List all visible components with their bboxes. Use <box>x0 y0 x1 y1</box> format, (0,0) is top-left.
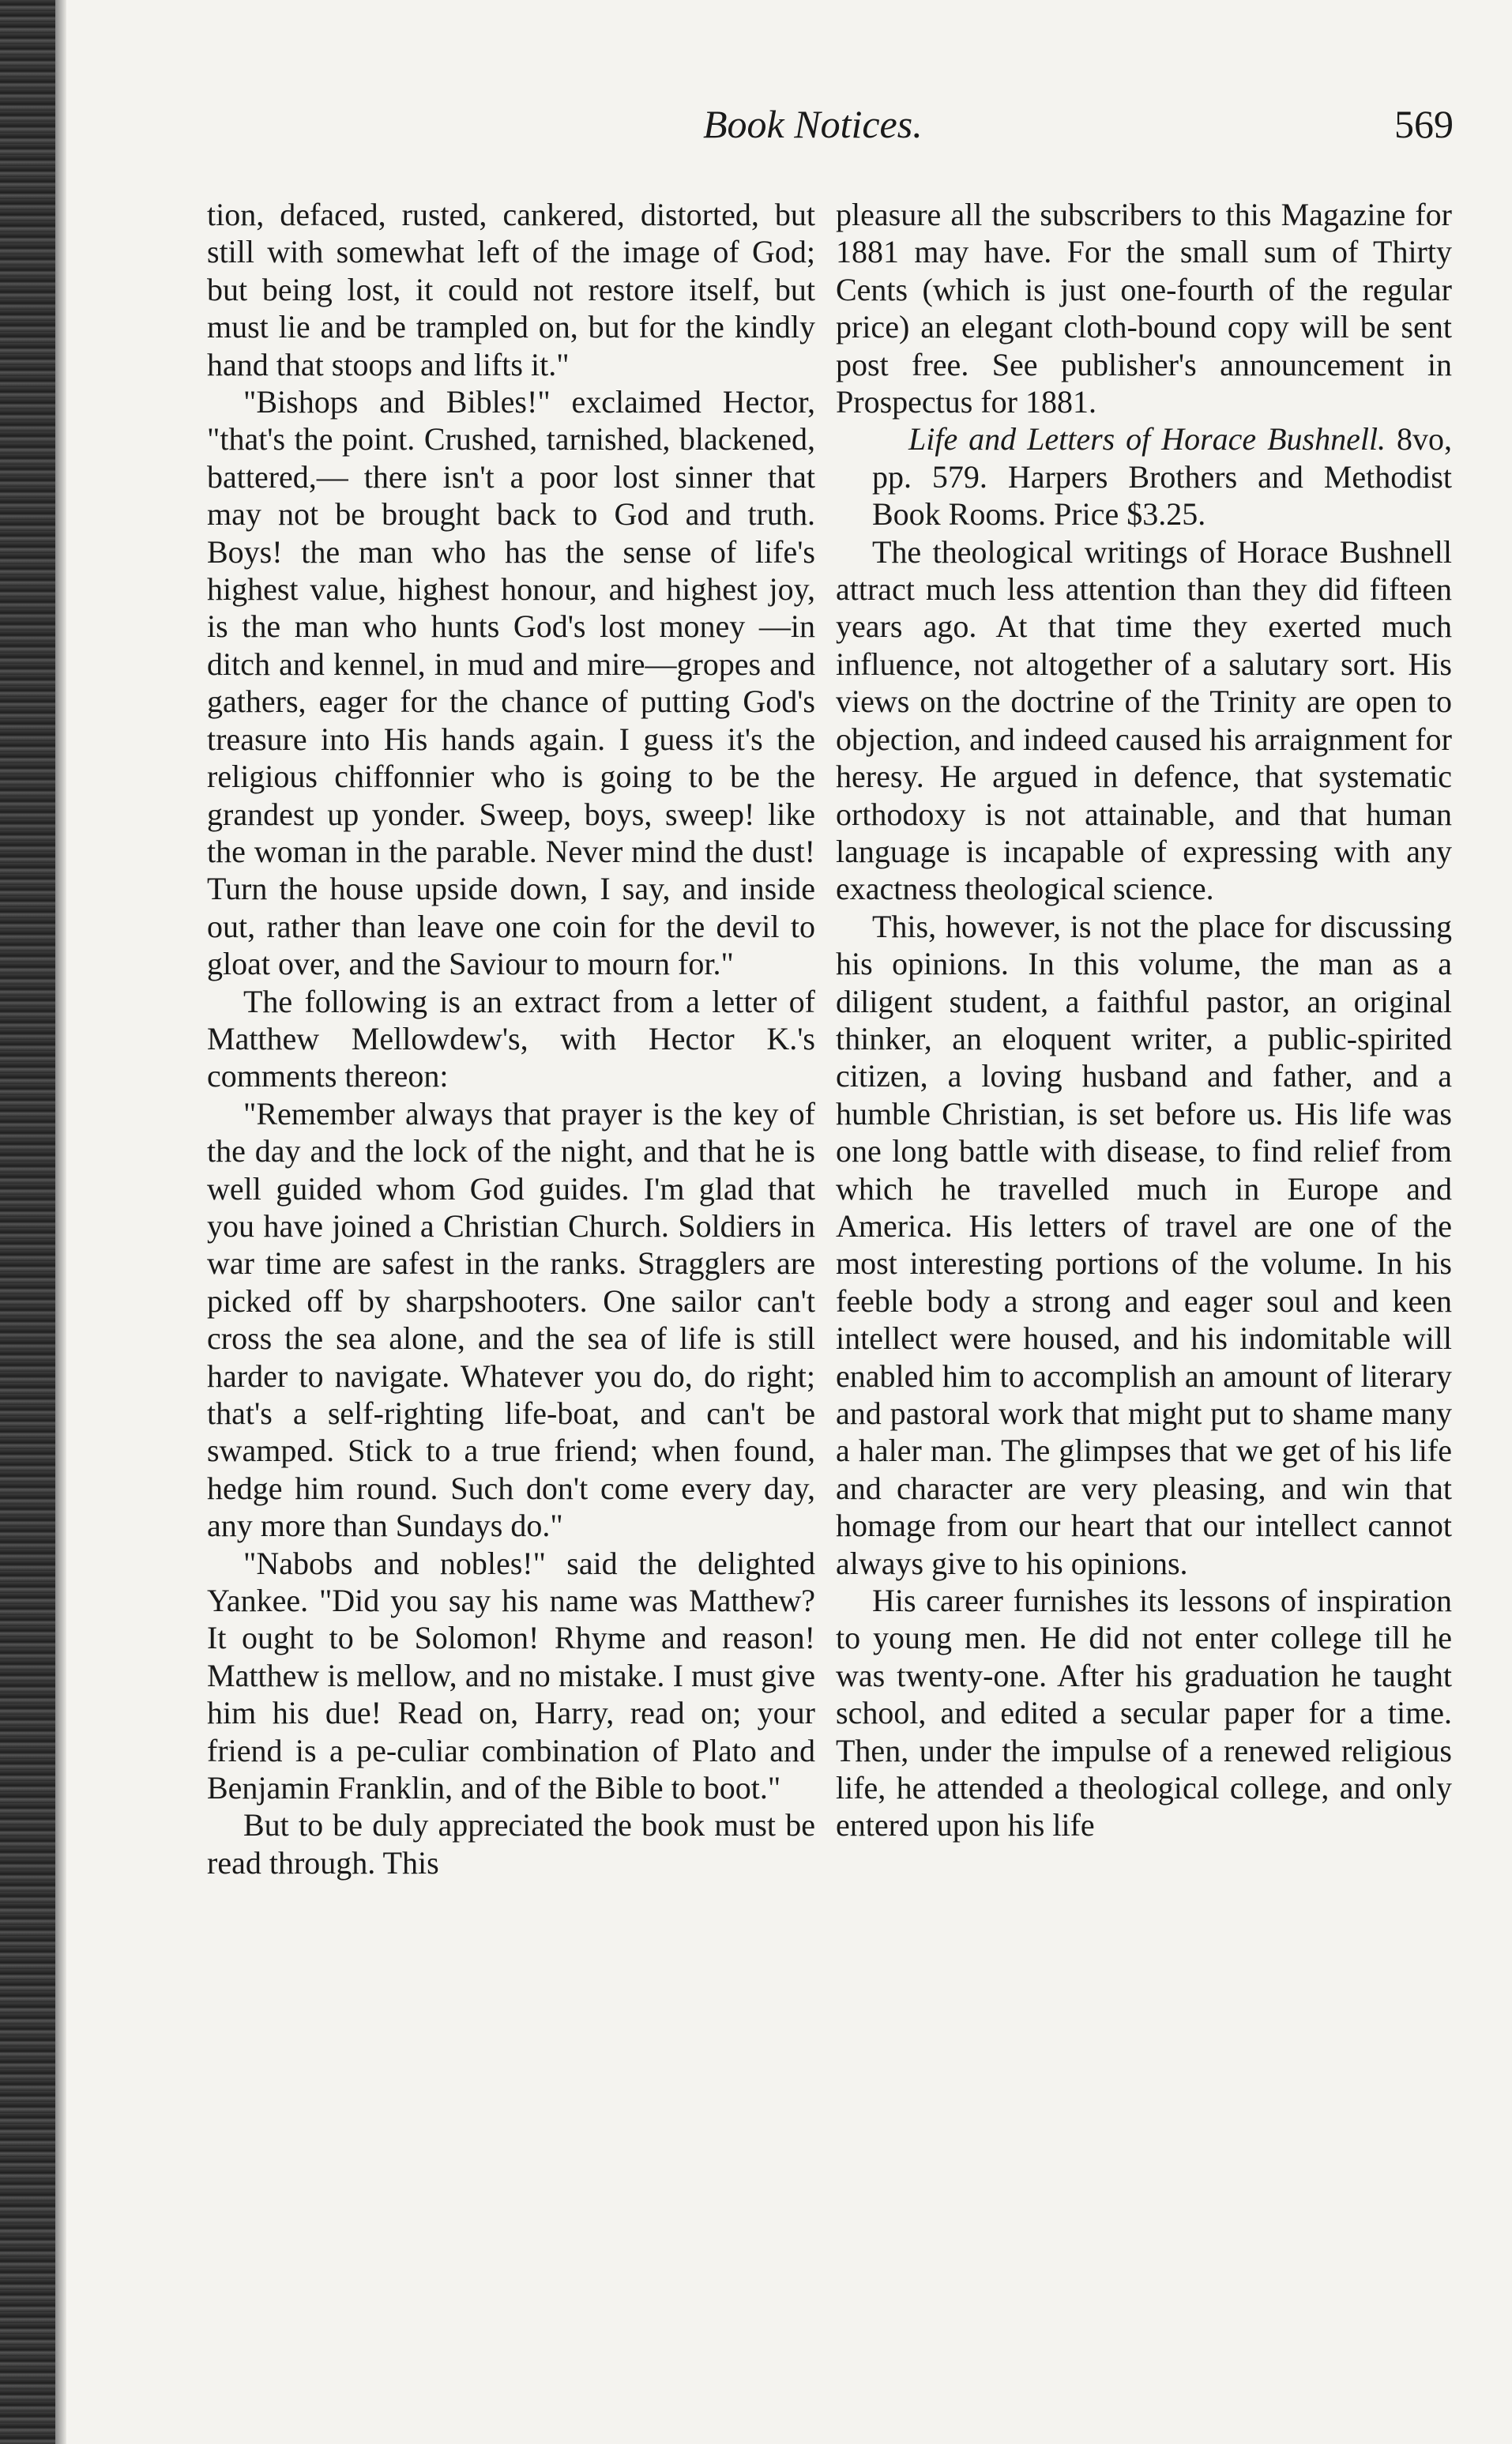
book-notice-entry <box>836 420 1452 533</box>
paragraph: tion, defaced, rusted, cankered, distorted, but still with somewhat left of the image of God; but being lost, it could not restore itself, but must lie and be trampled on, but for the kindly hand that stoops and lifts it." <box>207 197 815 382</box>
paragraph: The theological writings of Horace Bushnell attract much less attention than they did fifteen years ago. At that time they exerted much influence, not altogether of a salutary sort. His views on the doctrine of the Trinity are open to objection, and indeed caused his arraignment for heresy. He argued in defence, that systematic orthodoxy is not attainable, and that human language is incapable of expressing with any exactness theological science. <box>836 533 1452 907</box>
page-header <box>190 101 1454 164</box>
paragraph: pleasure all the subscribers to this Magazine for 1881 may have. For the small sum of Thirty Cents (which is just one-fourth of the regular price) an elegant cloth-bound copy will be sent post free. See publisher's announcement in Prospectus for 1881. <box>836 197 1452 420</box>
left-column <box>207 196 815 1881</box>
right-column <box>836 196 1452 1844</box>
paragraph: "Bishops and Bibles!" exclaimed Hector, "that's the point. Crushed, tarnished, blackened, battered,— there isn't a poor lost sinner that may not be brought back to God and truth. Boys! the man who has the sense of life's highest value, highest honour, and highest joy, is the man who hunts God's lost money —in ditch and kennel, in mud and mire—gropes and gathers, eager for the chance of putting God's treasure into His hands again. I guess it's the religious chiffonnier who is going to be the grandest up yonder. Sweep, boys, sweep! like the woman in the parable. Never mind the dust! Turn the house upside down, I say, and inside out, rather than leave one coin for the devil to gloat over, and the Saviour to mourn for." <box>207 384 815 982</box>
paragraph: "Remember always that prayer is the key of the day and the lock of the night, and that he is well guided whom God guides. I'm glad that you have joined a Christian Church. Soldiers in war time are safest in the ranks. Stragglers are picked off by sharpshooters. One sailor can't cross the sea alone, and the sea of life is still harder to navigate. Whatever you do, do right; that's a self-righting life-boat, and can't be swamped. Stick to a true friend; when found, hedge him round. Such don't come every day, any more than Sundays do." <box>207 1095 815 1544</box>
paragraph: His career furnishes its lessons of inspiration to young men. He did not enter college till he was twenty-one. After his graduation he taught school, and edited a secular paper for a time. Then, under the impulse of a renewed religious life, he attended a theological college, and only entered upon his life <box>836 1583 1452 1843</box>
paragraph: "Nabobs and nobles!" said the delighted Yankee. "Did you say his name was Matthew? It ought to be Solomon! Rhyme and reason! Matthew is mellow, and no mistake. I must give him his due! Read on, Harry, read on; your friend is a pe-culiar combination of Plato and Benjamin Franklin, and of the Bible to boot." <box>207 1545 815 1806</box>
paragraph: But to be duly appreciated the book must be read through. This <box>207 1807 815 1881</box>
running-title: Book Notices. <box>703 102 923 146</box>
paragraph: The following is an extract from a letter of Matthew Mellowdew's, with Hector K.'s comments thereon: <box>207 983 815 1094</box>
book-details: 8vo, pp. 579. Harpers Brothers and Methodist Book Rooms. Price $3.25. <box>872 421 1452 533</box>
book-title: Life and Letters of Horace Bushnell. <box>908 421 1386 458</box>
page-number: 569 <box>1394 102 1454 146</box>
book-spine-shadow <box>0 0 55 2444</box>
page-gutter <box>55 0 66 2444</box>
paragraph: This, however, is not the place for discussing his opinions. In this volume, the man as a diligent student, a faithful pastor, an original thinker, an eloquent writer, a public-spirited citizen, a loving husband and father, and a humble Christian, is set before us. His life was one long battle with disease, to find relief from which he travelled much in Europe and America. His letters of travel are one of the most interesting portions of the volume. In his feeble body a strong and eager soul and keen intellect were housed, and his indomitable will enabled him to accomplish an amount of literary and pastoral work that might put to shame many a haler man. The glimpses that we get of his life and character are very pleasing, and win that homage from our heart that our intellect cannot always give to his opinions. <box>836 908 1452 1581</box>
